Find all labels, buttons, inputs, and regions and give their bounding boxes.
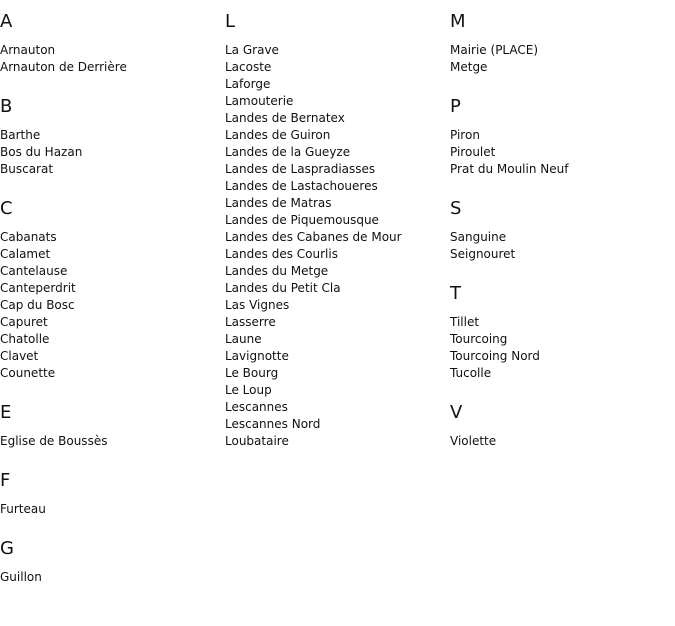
letter-heading: P bbox=[450, 96, 461, 117]
list-item bbox=[450, 433, 675, 450]
list-item bbox=[225, 280, 450, 297]
place-link[interactable]: Metge bbox=[450, 60, 488, 74]
letter-heading: G bbox=[0, 538, 14, 559]
list-item bbox=[0, 569, 225, 586]
place-link[interactable]: Piron bbox=[450, 128, 480, 142]
place-link[interactable]: Counette bbox=[0, 366, 56, 380]
place-link[interactable]: Arnauton de Derrière bbox=[0, 60, 127, 74]
list-item bbox=[225, 314, 450, 331]
list-item bbox=[450, 161, 675, 178]
list-item bbox=[225, 348, 450, 365]
place-link[interactable]: Le Loup bbox=[225, 383, 272, 397]
list-item bbox=[225, 263, 450, 280]
place-link[interactable]: Lescannes bbox=[225, 400, 288, 414]
place-link[interactable]: Tucolle bbox=[450, 366, 492, 380]
place-list bbox=[0, 229, 225, 382]
place-link[interactable]: Lasserre bbox=[225, 315, 276, 329]
index-column-1 bbox=[0, 0, 225, 606]
list-item bbox=[225, 246, 450, 263]
place-link[interactable]: Landes de la Gueyze bbox=[225, 145, 351, 159]
place-link[interactable]: Landes de Guiron bbox=[225, 128, 331, 142]
place-list bbox=[0, 569, 225, 586]
list-item bbox=[450, 59, 675, 76]
list-item bbox=[225, 178, 450, 195]
list-item bbox=[0, 246, 225, 263]
list-item bbox=[225, 212, 450, 229]
list-item bbox=[0, 331, 225, 348]
list-item bbox=[225, 161, 450, 178]
place-link[interactable]: Mairie (PLACE) bbox=[450, 43, 539, 57]
place-link[interactable]: Landes de Lastachoueres bbox=[225, 179, 378, 193]
letter-heading: C bbox=[0, 198, 13, 219]
letter-heading: A bbox=[0, 11, 13, 32]
list-item bbox=[225, 297, 450, 314]
list-item bbox=[0, 42, 225, 59]
letter-heading: V bbox=[450, 402, 463, 423]
list-item bbox=[0, 297, 225, 314]
letter-heading: T bbox=[450, 283, 461, 304]
place-link[interactable]: Tourcoing bbox=[450, 332, 508, 346]
letter-group-p bbox=[450, 96, 675, 178]
list-item bbox=[450, 314, 675, 331]
place-list bbox=[0, 501, 225, 518]
place-list bbox=[0, 42, 225, 76]
place-list bbox=[450, 433, 675, 450]
place-link[interactable]: Lamouterie bbox=[225, 94, 294, 108]
list-item bbox=[0, 127, 225, 144]
place-link[interactable]: Lescannes Nord bbox=[225, 417, 321, 431]
place-link[interactable]: Buscarat bbox=[0, 162, 54, 176]
list-item bbox=[0, 314, 225, 331]
letter-group-s bbox=[450, 198, 675, 263]
list-item bbox=[225, 433, 450, 450]
list-item bbox=[0, 229, 225, 246]
letter-heading: L bbox=[225, 11, 236, 32]
place-link[interactable]: Landes du Metge bbox=[225, 264, 329, 278]
place-link[interactable]: Cantelause bbox=[0, 264, 68, 278]
list-item bbox=[225, 110, 450, 127]
place-link[interactable]: Piroulet bbox=[450, 145, 496, 159]
list-item bbox=[0, 365, 225, 382]
place-link[interactable]: La Grave bbox=[225, 43, 279, 57]
place-link[interactable]: Laune bbox=[225, 332, 262, 346]
list-item bbox=[0, 501, 225, 518]
place-link[interactable]: Calamet bbox=[0, 247, 51, 261]
place-link[interactable]: Tourcoing Nord bbox=[450, 349, 540, 363]
place-link[interactable]: Laforge bbox=[225, 77, 271, 91]
list-item bbox=[450, 127, 675, 144]
list-item bbox=[225, 331, 450, 348]
place-link[interactable]: Tillet bbox=[450, 315, 480, 329]
place-link[interactable]: Lacoste bbox=[225, 60, 272, 74]
place-link[interactable]: Loubataire bbox=[225, 434, 289, 448]
letter-heading: B bbox=[0, 96, 13, 117]
place-link[interactable]: Clavet bbox=[0, 349, 39, 363]
place-link[interactable]: Violette bbox=[450, 434, 497, 448]
place-link[interactable]: Landes de Bernatex bbox=[225, 111, 345, 125]
list-item bbox=[0, 280, 225, 297]
place-link[interactable]: Landes de Laspradiasses bbox=[225, 162, 376, 176]
list-item bbox=[225, 59, 450, 76]
letter-group-c bbox=[0, 198, 225, 382]
list-item bbox=[225, 195, 450, 212]
place-link[interactable]: Landes des Courlis bbox=[225, 247, 338, 261]
place-link[interactable]: Seignouret bbox=[450, 247, 516, 261]
place-link[interactable]: Prat du Moulin Neuf bbox=[450, 162, 569, 176]
letter-heading: M bbox=[450, 11, 466, 32]
list-item bbox=[225, 399, 450, 416]
place-list bbox=[225, 42, 450, 450]
place-link[interactable]: Las Vignes bbox=[225, 298, 290, 312]
list-item bbox=[225, 365, 450, 382]
place-link[interactable]: Landes de Piquemousque bbox=[225, 213, 379, 227]
list-item bbox=[450, 246, 675, 263]
list-item bbox=[0, 263, 225, 280]
place-link[interactable]: Cap du Bosc bbox=[0, 298, 75, 312]
letter-group-t bbox=[450, 283, 675, 382]
place-list bbox=[450, 42, 675, 76]
list-item bbox=[0, 348, 225, 365]
letter-group-a bbox=[0, 11, 225, 76]
place-link[interactable]: Lavignotte bbox=[225, 349, 289, 363]
place-link[interactable]: Canteperdrit bbox=[0, 281, 76, 295]
list-item bbox=[450, 348, 675, 365]
place-list bbox=[450, 229, 675, 263]
letter-group-f bbox=[0, 470, 225, 518]
place-link[interactable]: Chatolle bbox=[0, 332, 50, 346]
letter-group-b bbox=[0, 96, 225, 178]
place-link[interactable]: Cabanats bbox=[0, 230, 57, 244]
list-item bbox=[450, 144, 675, 161]
letter-group-g bbox=[0, 538, 225, 586]
place-link[interactable]: Bos du Hazan bbox=[0, 145, 83, 159]
list-item bbox=[0, 59, 225, 76]
list-item bbox=[450, 229, 675, 246]
list-item bbox=[225, 76, 450, 93]
letter-group-e bbox=[0, 402, 225, 450]
place-link[interactable]: Landes de Matras bbox=[225, 196, 332, 210]
list-item bbox=[225, 382, 450, 399]
place-link[interactable]: Barthe bbox=[0, 128, 41, 142]
list-item bbox=[0, 161, 225, 178]
letter-group-m bbox=[450, 11, 675, 76]
letter-heading: F bbox=[0, 470, 11, 491]
list-item bbox=[225, 229, 450, 246]
letter-group-l bbox=[225, 11, 450, 450]
place-link[interactable]: Landes du Petit Cla bbox=[225, 281, 341, 295]
place-link[interactable]: Le Bourg bbox=[225, 366, 279, 380]
place-list bbox=[450, 127, 675, 178]
list-item bbox=[0, 433, 225, 450]
index-column-3 bbox=[450, 0, 675, 470]
list-item bbox=[225, 144, 450, 161]
list-item bbox=[450, 42, 675, 59]
list-item bbox=[450, 365, 675, 382]
place-list bbox=[450, 314, 675, 382]
list-item bbox=[0, 144, 225, 161]
letter-group-v bbox=[450, 402, 675, 450]
list-item bbox=[225, 93, 450, 110]
place-link[interactable]: Eglise de Boussès bbox=[0, 434, 108, 448]
list-item bbox=[225, 42, 450, 59]
place-link[interactable]: Sanguine bbox=[450, 230, 507, 244]
place-list bbox=[0, 433, 225, 450]
letter-heading: S bbox=[450, 198, 462, 219]
letter-heading: E bbox=[0, 402, 12, 423]
place-link[interactable]: Capuret bbox=[0, 315, 48, 329]
list-item bbox=[225, 127, 450, 144]
place-link[interactable]: Arnauton bbox=[0, 43, 56, 57]
index-column-2 bbox=[225, 0, 450, 470]
place-link[interactable]: Landes des Cabanes de Mour bbox=[225, 230, 402, 244]
place-link[interactable]: Furteau bbox=[0, 502, 46, 516]
list-item bbox=[450, 331, 675, 348]
place-list bbox=[0, 127, 225, 178]
list-item bbox=[225, 416, 450, 433]
place-link[interactable]: Guillon bbox=[0, 570, 42, 584]
